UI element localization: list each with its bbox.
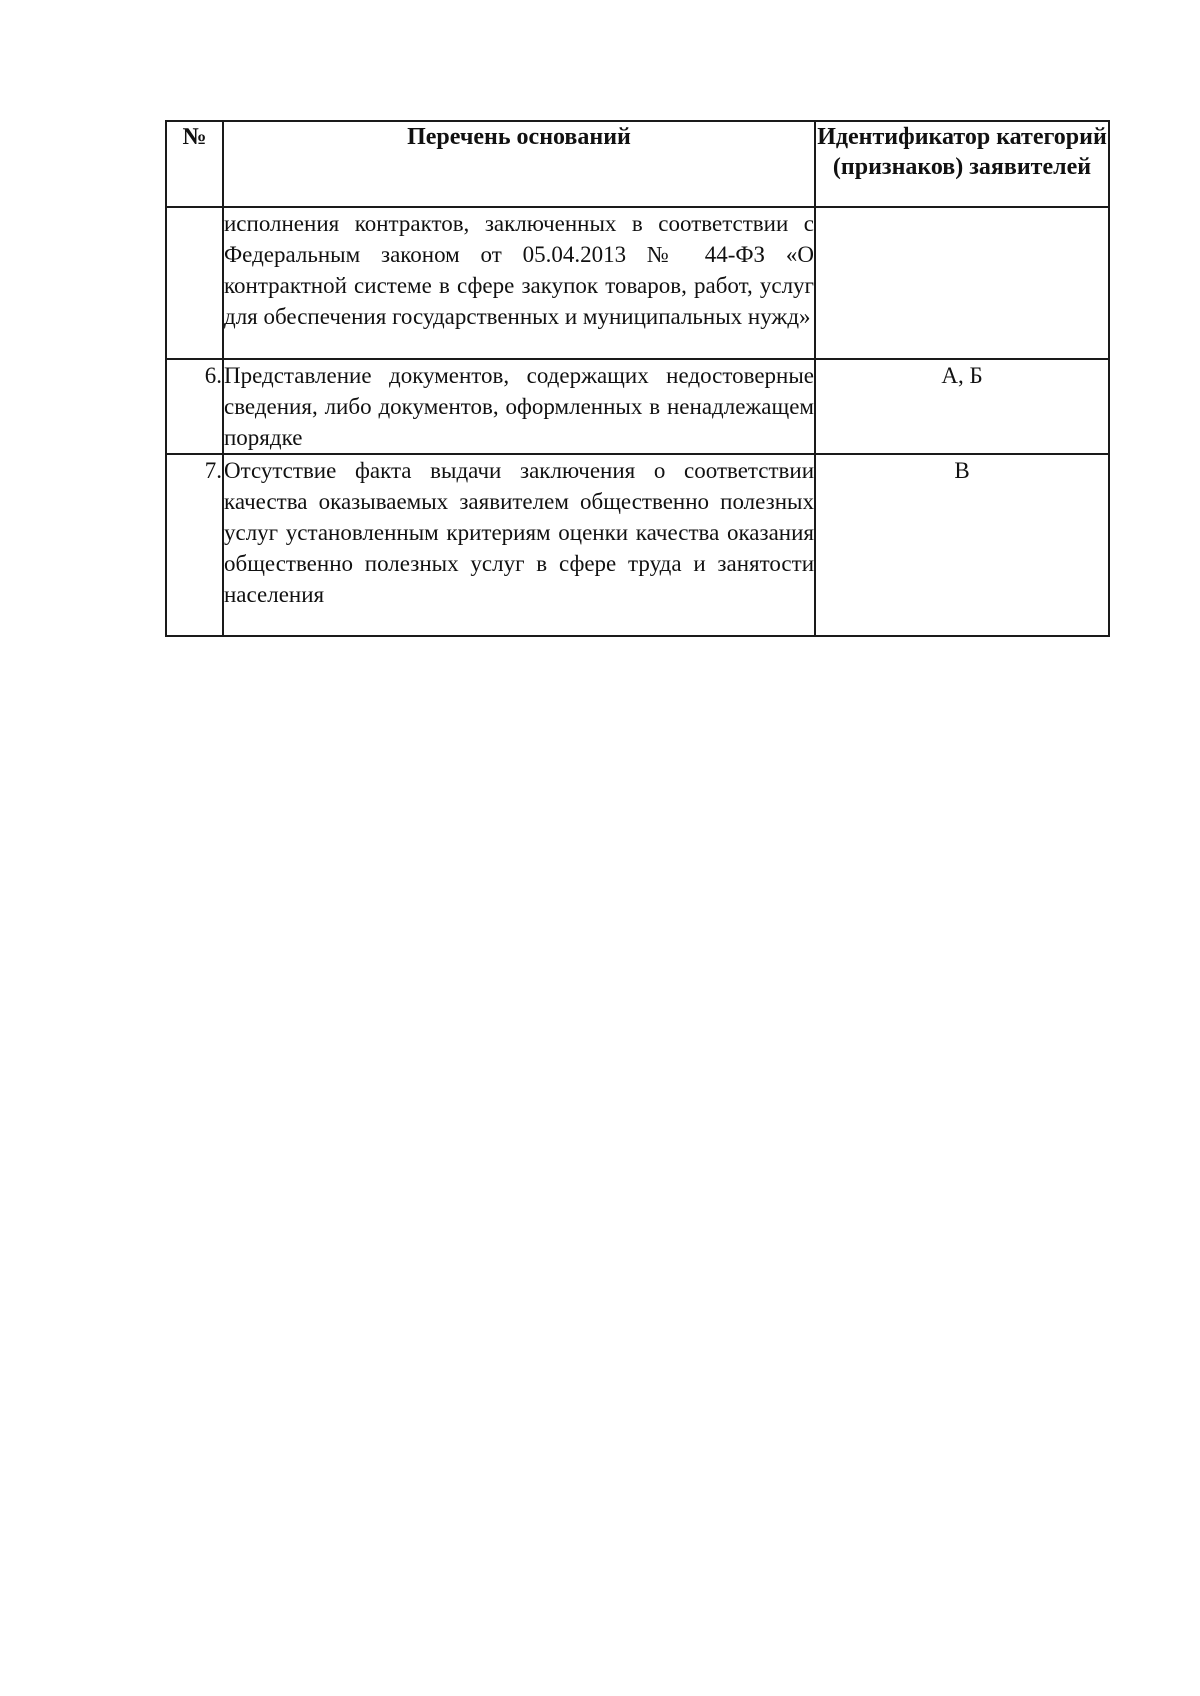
row-identifier: В (815, 454, 1109, 636)
header-basis: Перечень оснований (223, 121, 815, 207)
row-basis (223, 454, 815, 636)
row-identifier (815, 207, 1109, 359)
row-number: 6. (166, 359, 223, 454)
row-basis (223, 359, 815, 454)
table-row (166, 359, 1109, 454)
row-basis-text: Отсутствие факта выдачи заключения о соответствии качества оказываемых заявителем общественно полезных услуг установленным критериям оценки качества оказания общественно полезных услуг в сфере труда и занятости населения (224, 458, 814, 607)
grounds-table (165, 120, 1110, 637)
row-basis-text: исполнения контрактов, заключенных в соответствии с Федеральным законом от 05.04.2013 № 44-ФЗ «О контрактной системе в сфере закупок товаров, работ, услуг для обеспечения государственных и муниципальных нужд» (224, 211, 814, 329)
table-row (166, 207, 1109, 359)
row-basis (223, 207, 815, 359)
table-header-row (166, 121, 1109, 207)
table-row (166, 454, 1109, 636)
row-number (166, 207, 223, 359)
row-basis-text: Представление документов, содержащих недостоверные сведения, либо документов, оформленных в ненадлежащем порядке (224, 363, 814, 450)
row-number: 7. (166, 454, 223, 636)
header-identifier: Идентификатор категорий (признаков) заявителей (815, 121, 1109, 207)
row-identifier: А, Б (815, 359, 1109, 454)
header-number: № (166, 121, 223, 207)
